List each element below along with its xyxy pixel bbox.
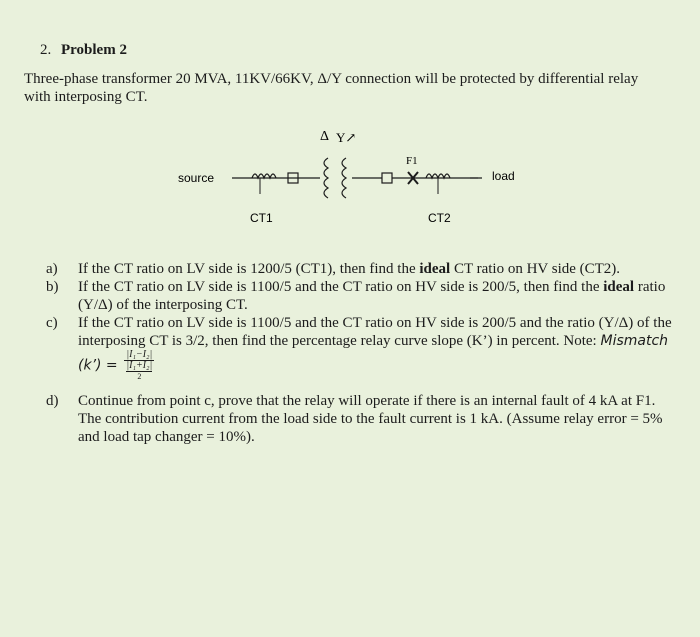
question-a <box>46 260 676 278</box>
mismatch-fraction <box>124 350 154 382</box>
delta-symbol: Δ <box>320 129 330 144</box>
question-list <box>46 260 676 446</box>
question-a-label: a) <box>46 261 58 277</box>
tx-primary <box>324 158 328 198</box>
question-c-text: If the CT ratio on LV side is 1100/5 and the CT ratio on HV side is 200/5 and the ratio (Y/Δ) of the interposing CT is 3/2, then find the percentage relay curve slope (K’) in percent. Note: <box>78 315 672 349</box>
fraction-denominator <box>124 361 154 382</box>
ct2-label: CT2 <box>428 211 451 225</box>
fraction-denominator-two: 2 <box>137 372 142 381</box>
question-c-label: c) <box>46 315 58 331</box>
question-b-bold: ideal <box>603 279 635 295</box>
problem-heading <box>40 42 127 59</box>
problem-title: Problem 2 <box>61 42 127 58</box>
mismatch-formula: Mismatch (k’) = <box>78 333 669 374</box>
question-d-label: d) <box>46 393 59 409</box>
ct1-coil <box>252 174 276 178</box>
question-a-pre: If the CT ratio on LV side is 1200/5 (CT1), then find the <box>78 261 420 277</box>
source-label: source <box>178 171 215 185</box>
ct1-label: CT1 <box>250 211 273 225</box>
problem-number: 2. <box>40 42 52 58</box>
question-d-text: Continue from point c, prove that the relay will operate if there is an internal fault of 4 kA at F1. The contribution current from the load side to the fault current is 1 kA. (Assume relay error = 5% and load tap changer = 10%). <box>78 393 663 445</box>
load-label: load <box>492 169 515 183</box>
fraction-numerator: |I₁−I₂| <box>126 349 153 360</box>
question-a-post: CT ratio on HV side (CT2). <box>450 261 621 277</box>
protection-diagram <box>170 122 530 232</box>
breaker-2 <box>382 173 392 183</box>
wye-symbol: Y↗ <box>336 130 357 145</box>
question-b-label: b) <box>46 279 59 295</box>
fault-label: F1 <box>406 155 418 167</box>
fraction-denominator-sum: |I₁+I₂| <box>126 360 153 371</box>
tx-secondary <box>342 158 346 198</box>
question-b-post: ratio (Y/Δ) of the interposing CT. <box>78 279 666 313</box>
ct2-coil <box>426 174 450 178</box>
question-b <box>46 278 676 314</box>
question-b-pre: If the CT ratio on LV side is 1100/5 and the CT ratio on HV side is 200/5, then find the <box>78 279 604 295</box>
question-c <box>46 314 676 382</box>
question-a-bold: ideal <box>419 261 451 277</box>
question-d <box>46 392 676 446</box>
problem-intro: Three-phase transformer 20 MVA, 11KV/66KV, Δ/Y connection will be protected by differential relay with interposing CT. <box>24 71 639 105</box>
